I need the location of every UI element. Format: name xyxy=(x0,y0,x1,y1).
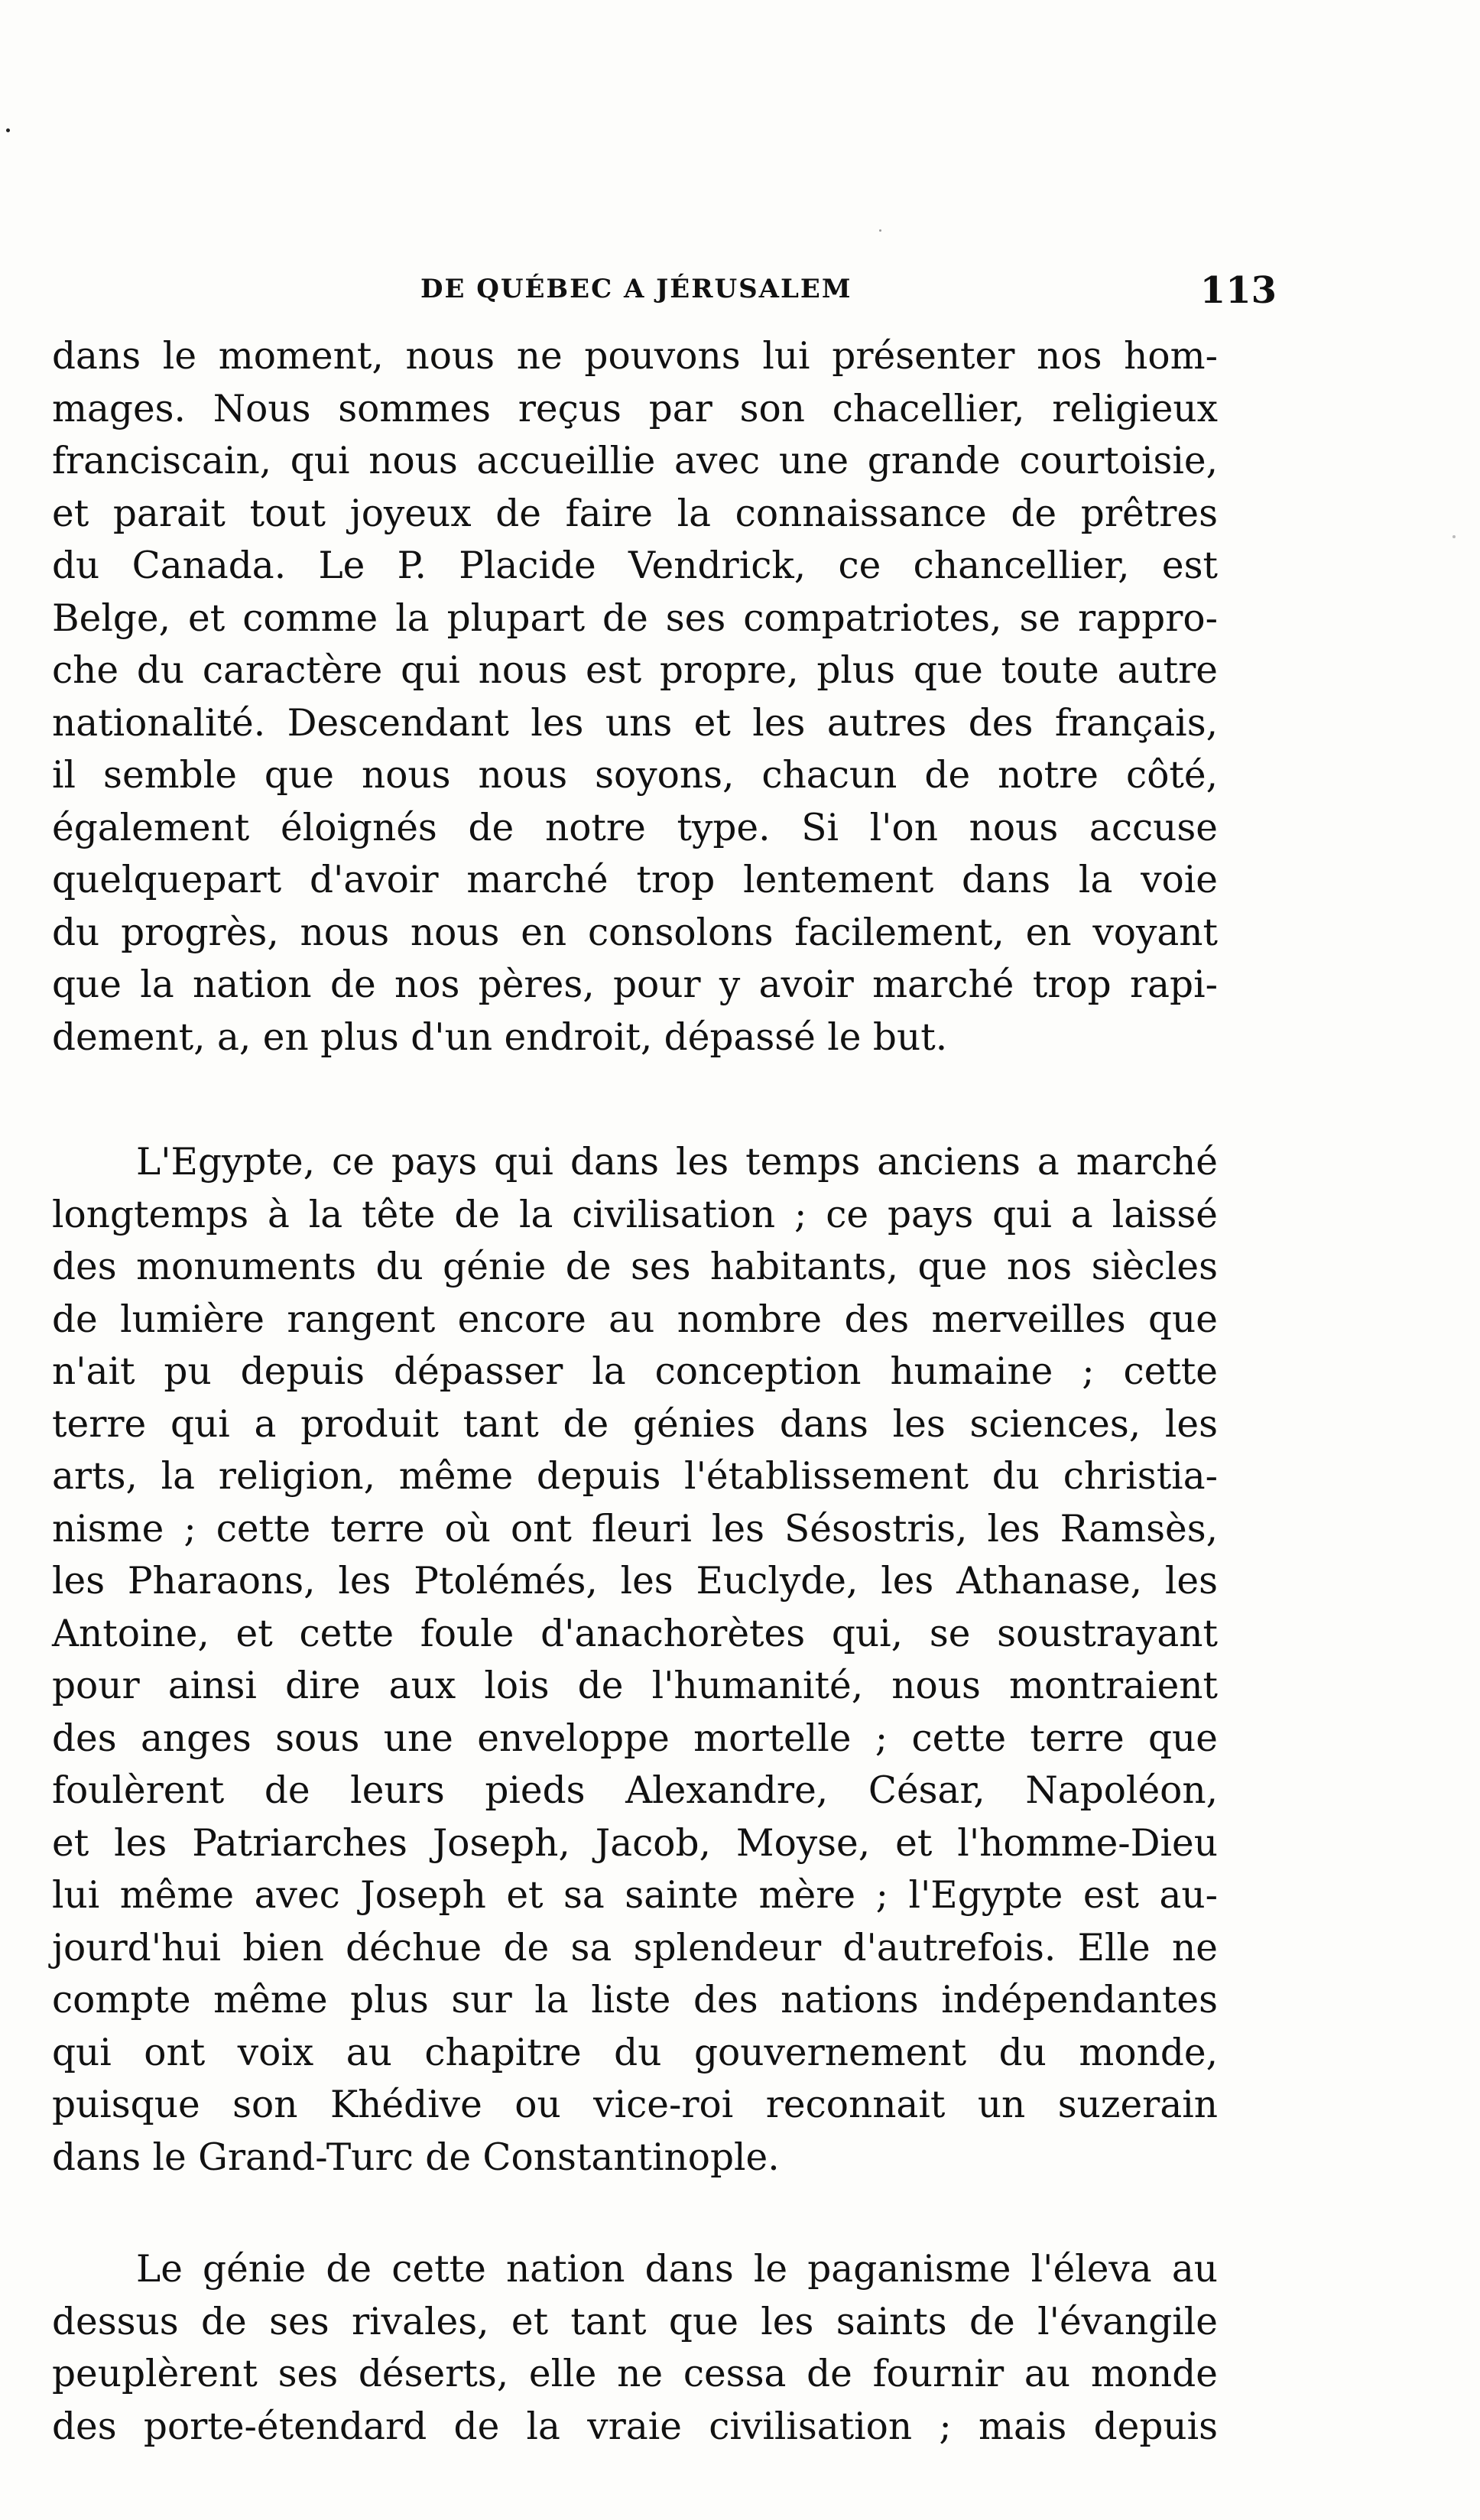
text-line: lui même avec Joseph et sa sainte mère ; l'Egypte est au- xyxy=(52,1874,1218,1917)
text-line: compte même plus sur la liste des nations indépendantes xyxy=(52,1979,1218,2022)
text-line: et les Patriarches Joseph, Jacob, Moyse, et l'homme-Dieu xyxy=(52,1821,1218,1865)
text-line: également éloignés de notre type. Si l'on nous accuse xyxy=(52,806,1218,849)
text-line: jourd'hui bien déchue de sa splendeur d'autrefois. Elle ne xyxy=(52,1926,1218,1970)
text-line: des anges sous une enveloppe mortelle ; cette terre que xyxy=(52,1716,1218,1760)
ink-speck xyxy=(879,229,881,232)
ink-speck xyxy=(6,128,10,132)
text-line: quelquepart d'avoir marché trop lentement dans la voie xyxy=(52,859,1218,901)
text-line: des porte-étendard de la vraie civilisation ; mais depuis xyxy=(52,2405,1218,2448)
text-line: che du caractère qui nous est propre, plus que toute autre xyxy=(52,649,1218,692)
text-line: Le génie de cette nation dans le paganisme l'éleva au xyxy=(136,2248,1218,2291)
text-line: franciscain, qui nous accueillie avec une grande courtoisie, xyxy=(52,440,1218,482)
text-line: et parait tout joyeux de faire la connaissance de prêtres xyxy=(52,492,1218,535)
text-line: du progrès, nous nous en consolons facilement, en voyant xyxy=(52,911,1218,954)
text-line: que la nation de nos pères, pour y avoir marché trop rapi- xyxy=(52,963,1218,1006)
text-line: n'ait pu depuis dépasser la conception humaine ; cette xyxy=(52,1350,1218,1393)
page-header xyxy=(398,269,1277,315)
text-line: qui ont voix au chapitre du gouvernement du monde, xyxy=(52,2031,1218,2074)
text-line: pour ainsi dire aux lois de l'humanité, nous montraient xyxy=(52,1664,1218,1707)
paragraph-2 xyxy=(52,1136,1218,2184)
text-line: des monuments du génie de ses habitants, que nos siècles xyxy=(52,1245,1218,1288)
text-line: terre qui a produit tant de génies dans les sciences, les xyxy=(52,1402,1218,1446)
paragraph-3 xyxy=(52,2243,1218,2453)
text-line: nationalité. Descendant les uns et les autres des français, xyxy=(52,701,1218,745)
text-line: du Canada. Le P. Placide Vendrick, ce chancellier, est xyxy=(52,544,1218,587)
text-line: arts, la religion, même depuis l'établissement du christia- xyxy=(52,1455,1218,1498)
text-line: dans le moment, nous ne pouvons lui présenter nos hom- xyxy=(52,335,1218,378)
text-line: Antoine, et cette foule d'anachorètes qui, se soustrayant xyxy=(52,1612,1218,1655)
text-line: Belge, et comme la plupart de ses compatriotes, se rappro- xyxy=(52,596,1218,640)
page-number: 113 xyxy=(1199,269,1277,312)
text-line: il semble que nous nous soyons, chacun de notre côté, xyxy=(52,754,1218,797)
text-line: dessus de ses rivales, et tant que les saints de l'évangile xyxy=(52,2300,1218,2343)
text-line: foulèrent de leurs pieds Alexandre, César, Napoléon, xyxy=(52,1769,1218,1812)
text-line: les Pharaons, les Ptolémés, les Euclyde, les Athanase, les xyxy=(52,1560,1218,1603)
text-line: dans le Grand-Turc de Constantinople. xyxy=(52,2135,780,2179)
running-title: DE QUÉBEC A JÉRUSALEM xyxy=(420,274,852,304)
text-line: dement, a, en plus d'un endroit, dépassé le but. xyxy=(52,1015,948,1059)
text-line: de lumière rangent encore au nombre des merveilles que xyxy=(52,1297,1218,1341)
ink-speck xyxy=(1452,535,1456,538)
text-line: mages. Nous sommes reçus par son chacellier, religieux xyxy=(52,387,1218,430)
text-line: puisque son Khédive ou vice-roi reconnait un suzerain xyxy=(52,2083,1218,2126)
text-line: peuplèrent ses déserts, elle ne cessa de fournir au monde xyxy=(52,2353,1218,2395)
paragraph-1 xyxy=(52,330,1218,1064)
text-line: nisme ; cette terre où ont fleuri les Sésostris, les Ramsès, xyxy=(52,1507,1218,1551)
text-line: L'Egypte, ce pays qui dans les temps anciens a marché xyxy=(136,1141,1218,1184)
text-line: longtemps à la tête de la civilisation ; ce pays qui a laissé xyxy=(52,1193,1218,1236)
